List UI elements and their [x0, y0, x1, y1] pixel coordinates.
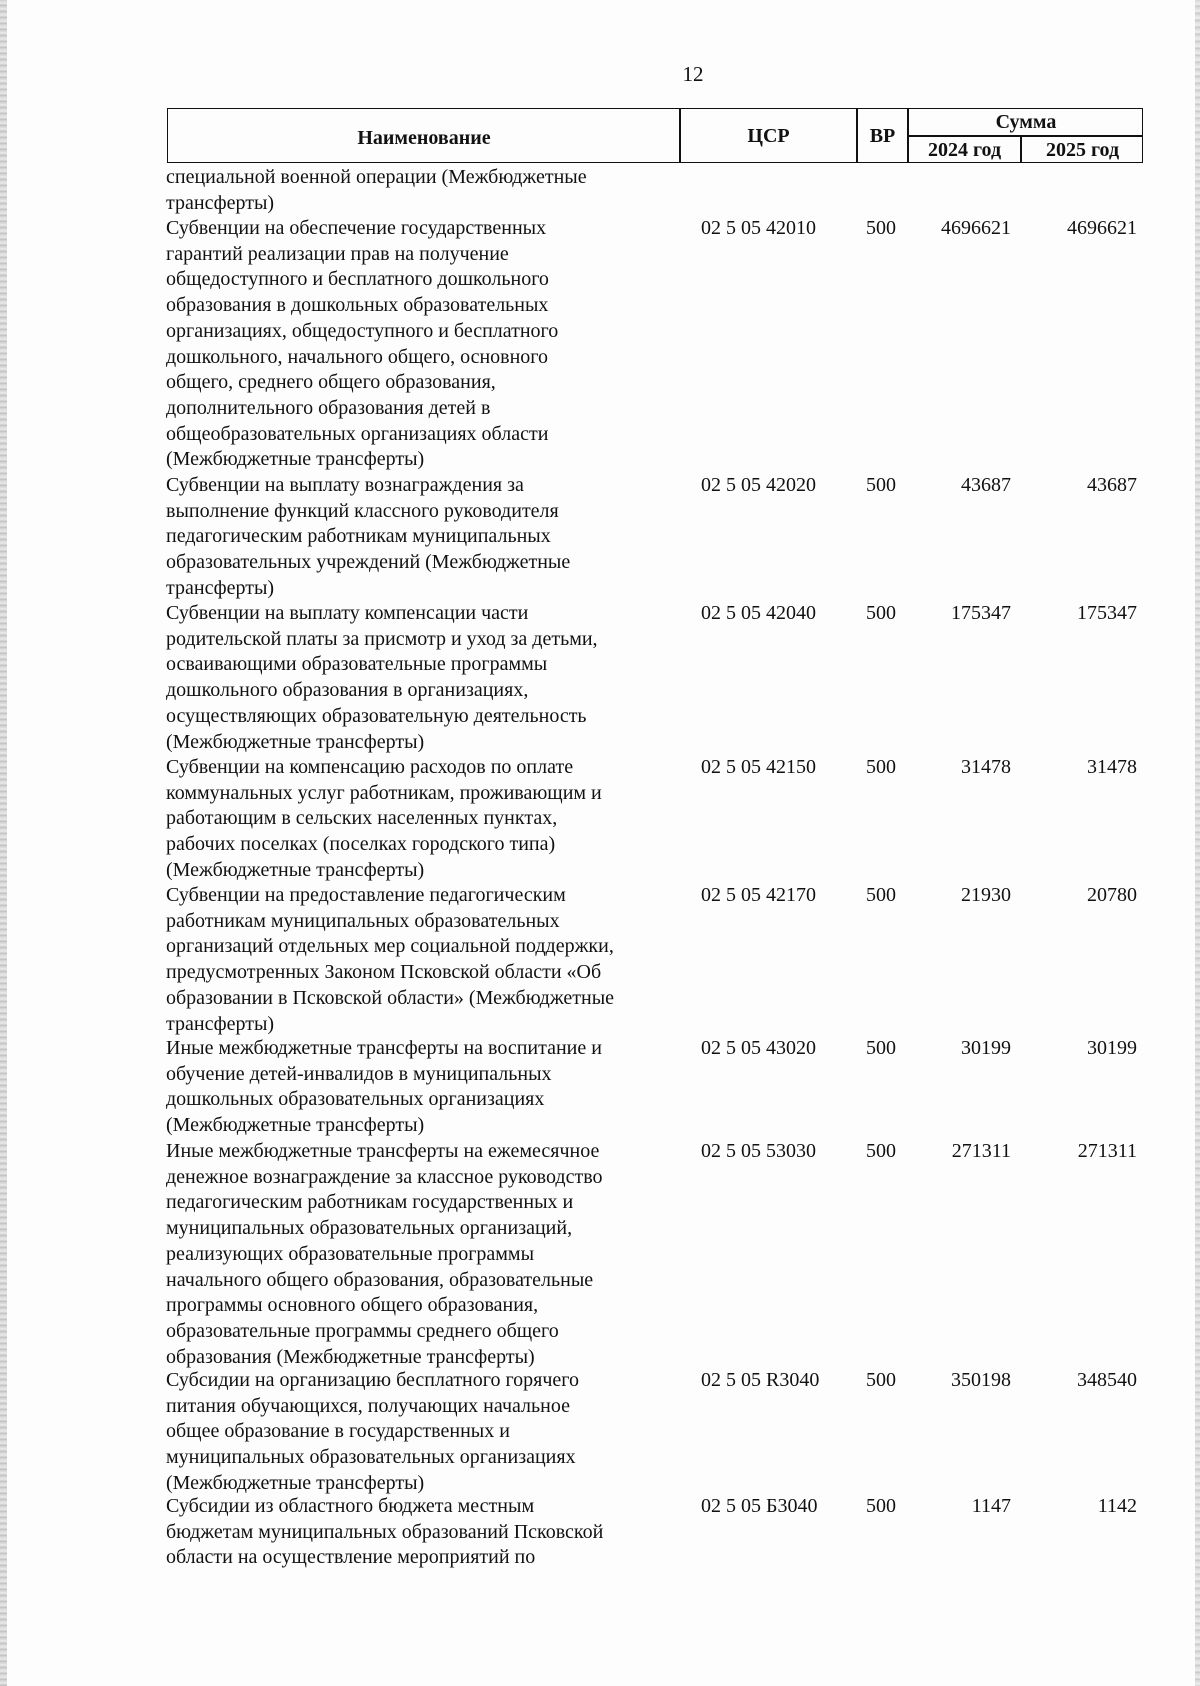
row-amount-2025: 175347	[1077, 602, 1137, 624]
row-vr: 500	[866, 602, 896, 624]
row-amount-2025: 43687	[1087, 474, 1137, 496]
row-amount-2024: 4696621	[941, 217, 1011, 239]
row-name: Субсидии на организацию бесплатного горячего питания обучающихся, получающих начальное общее образование в государственных и муниципальных образовательных организациях (Межбюджетные трансферты)	[166, 1369, 580, 1494]
row-name: специальной военной операции (Межбюджетные трансферты)	[166, 166, 587, 214]
header-year-2024: 2024 год	[927, 139, 1002, 161]
row-amount-2024: 31478	[961, 756, 1011, 778]
row-vr: 500	[866, 1495, 896, 1517]
row-vr: 500	[866, 1369, 896, 1391]
row-amount-2024: 271311	[951, 1140, 1011, 1162]
scan-edge-right	[1195, 0, 1200, 1686]
row-amount-2024: 21930	[961, 884, 1011, 906]
row-csr: 02 5 05 42010	[701, 217, 816, 239]
row-amount-2025: 31478	[1087, 756, 1137, 778]
header-sum-underline	[907, 135, 1143, 137]
row-vr: 500	[866, 756, 896, 778]
row-name: Субсидии из областного бюджета местным бюджетам муниципальных образований Псковской области на осуществление мероприятий по	[166, 1495, 604, 1569]
row-name: Субвенции на обеспечение государственных гарантий реализации прав на получение общедоступного и бесплатного дошкольного образования в дошкольных образовательных организациях, общедоступного и бесплатного дошкольного, начального общего, основного общего, среднего общего образования, дополнительного образования детей в общеобразовательных организациях области (Межбюджетные трансферты)	[166, 217, 559, 471]
row-vr: 500	[866, 217, 896, 239]
row-name: Субвенции на предоставление педагогическим работникам муниципальных образовательных организаций отдельных мер социальной поддержки, предусмотренных Законом Псковской области «Об образовании в Псковской области» (Межбюджетные трансферты)	[166, 884, 615, 1035]
row-csr: 02 5 05 42170	[701, 884, 816, 906]
row-amount-2025: 20780	[1087, 884, 1137, 906]
row-amount-2024: 1147	[971, 1495, 1011, 1517]
row-csr: 02 5 05 42150	[701, 756, 816, 778]
header-vr: ВР	[869, 125, 896, 147]
row-vr: 500	[866, 474, 896, 496]
row-csr: 02 5 05 Б3040	[701, 1495, 818, 1517]
row-amount-2024: 43687	[961, 474, 1011, 496]
header-csr: ЦСР	[747, 125, 790, 147]
row-amount-2024: 30199	[961, 1037, 1011, 1059]
row-amount-2025: 4696621	[1067, 217, 1137, 239]
scan-edge-left	[0, 0, 7, 1686]
row-amount-2024: 175347	[951, 602, 1011, 624]
row-name: Субвенции на выплату компенсации части родительской платы за присмотр и уход за детьми, осваивающими образовательные программы дошкольного образования в организациях, осуществляющих образовательную деятельность (Межбюджетные трансферты)	[166, 602, 598, 753]
header-sum: Сумма	[995, 111, 1057, 133]
row-csr: 02 5 05 42040	[701, 602, 816, 624]
header-year-2025: 2025 год	[1045, 139, 1120, 161]
row-name: Иные межбюджетные трансферты на ежемесячное денежное вознаграждение за классное руководство педагогическим работникам государственных и муниципальных образовательных организаций, реализующих образовательные программы начального общего образования, образовательные программы основного общего образования, образовательные программы среднего общего образования (Межбюджетные трансферты)	[166, 1140, 603, 1368]
row-amount-2025: 348540	[1077, 1369, 1137, 1391]
row-csr: 02 5 05 R3040	[701, 1369, 820, 1391]
header-name: Наименование	[357, 127, 491, 149]
row-vr: 500	[866, 884, 896, 906]
row-vr: 500	[866, 1037, 896, 1059]
row-name: Субвенции на компенсацию расходов по оплате коммунальных услуг работникам, проживающим и работающим в сельских населенных пунктах, рабочих поселках (поселках городского типа) (Межбюджетные трансферты)	[166, 756, 602, 881]
row-amount-2024: 350198	[951, 1369, 1011, 1391]
row-csr: 02 5 05 53030	[701, 1140, 816, 1162]
row-amount-2025: 271311	[1077, 1140, 1137, 1162]
row-csr: 02 5 05 43020	[701, 1037, 816, 1059]
row-amount-2025: 1142	[1097, 1495, 1137, 1517]
row-name: Иные межбюджетные трансферты на воспитание и обучение детей-инвалидов в муниципальных дошкольных образовательных организациях (Межбюджетные трансферты)	[166, 1037, 602, 1137]
row-vr: 500	[866, 1140, 896, 1162]
page-number: 12	[682, 62, 704, 86]
row-name: Субвенции на выплату вознаграждения за выполнение функций классного руководителя педагогическим работникам муниципальных образовательных учреждений (Межбюджетные трансферты)	[166, 474, 571, 599]
row-amount-2025: 30199	[1087, 1037, 1137, 1059]
row-csr: 02 5 05 42020	[701, 474, 816, 496]
